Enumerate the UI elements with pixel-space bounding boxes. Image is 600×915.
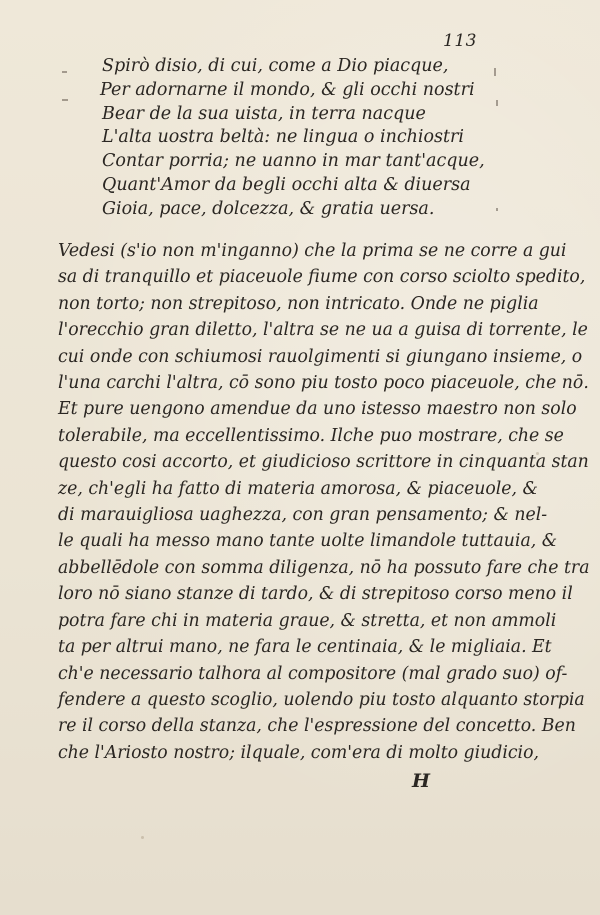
prose-line: Et pure uengono amendue da uno istesso maestro non solo	[58, 399, 577, 420]
verse-line: Contar porria; ne uanno in mar tant'acque,	[102, 151, 485, 172]
prose-line: cui onde con schiumosi rauolgimenti si giungano insieme, o	[58, 346, 583, 367]
prose-line: ze, ch'egli ha fatto di materia amorosa, & piaceuole, &	[58, 478, 538, 499]
verse-line: Bear de la sua uista, in terra nacque	[102, 103, 426, 124]
signature-mark: H	[412, 770, 430, 792]
prose-line: tolerabile, ma eccellentissimo. Ilche puo mostrare, che se	[58, 425, 564, 446]
page-number: 113	[443, 31, 477, 51]
verse-line: Spirò disio, di cui, come a Dio piacque,	[102, 56, 449, 76]
verse-line: Per adornarne il mondo, & gli occhi nostri	[100, 79, 475, 100]
prose-line: re il corso della stanza, che l'espressione del concetto. Ben	[58, 716, 576, 737]
prose-line: l'orecchio gran diletto, l'altra se ne ua a guisa di torrente, le	[58, 320, 588, 341]
paper-spot	[536, 452, 539, 455]
prose-line: ta per altrui mano, ne fara le centinaia, & le migliaia. Et	[58, 637, 552, 658]
prose-line: le quali ha messo mano tante uolte limandole tuttauia, &	[58, 531, 558, 552]
prose-line: di marauigliosa uaghezza, con gran pensamento; & nel-	[58, 505, 548, 526]
prose-line: ch'e necessario talhora al compositore (mal grado suo) of-	[58, 663, 568, 684]
prose-line: questo cosi accorto, et giudicioso scrittore in cinquanta stan	[58, 452, 589, 473]
margin-mark	[496, 208, 498, 211]
margin-mark	[62, 99, 68, 101]
margin-mark	[62, 71, 67, 73]
prose-line: loro nō siano stanze di tardo, & di strepitoso corso meno il	[58, 584, 573, 605]
prose-line: l'una carchi l'altra, cō sono piu tosto poco piaceuole, che nō.	[58, 373, 589, 394]
prose-line: Vedesi (s'io non m'inganno) che la prima se ne corre a gui	[58, 241, 567, 261]
prose-line: abbellēdole con somma diligenza, nō ha possuto fare che tra	[58, 557, 590, 578]
verse-line: L'alta uostra beltà: ne lingua o inchiostri	[102, 127, 465, 148]
paper-spot	[141, 836, 144, 839]
verse-line: Gioia, pace, dolcezza, & gratia uersa.	[102, 198, 435, 219]
margin-mark	[496, 100, 498, 106]
prose-line: sa di tranquillo et piaceuole fiume con corso sciolto spedito,	[58, 267, 586, 288]
margin-mark	[494, 68, 496, 76]
prose-line: non torto; non strepitoso, non intricato. Onde ne piglia	[58, 293, 539, 314]
prose-paragraph	[58, 238, 590, 766]
prose-line: che l'Ariosto nostro; ilquale, com'era di molto giudicio,	[58, 742, 539, 763]
prose-line: fendere a questo scoglio, uolendo piu tosto alquanto storpia	[58, 689, 585, 710]
verse-stanza	[102, 55, 485, 222]
prose-line: potra fare chi in materia graue, & stretta, et non ammoli	[58, 610, 557, 631]
verse-line: Quant'Amor da begli occhi alta & diuersa	[102, 174, 471, 195]
